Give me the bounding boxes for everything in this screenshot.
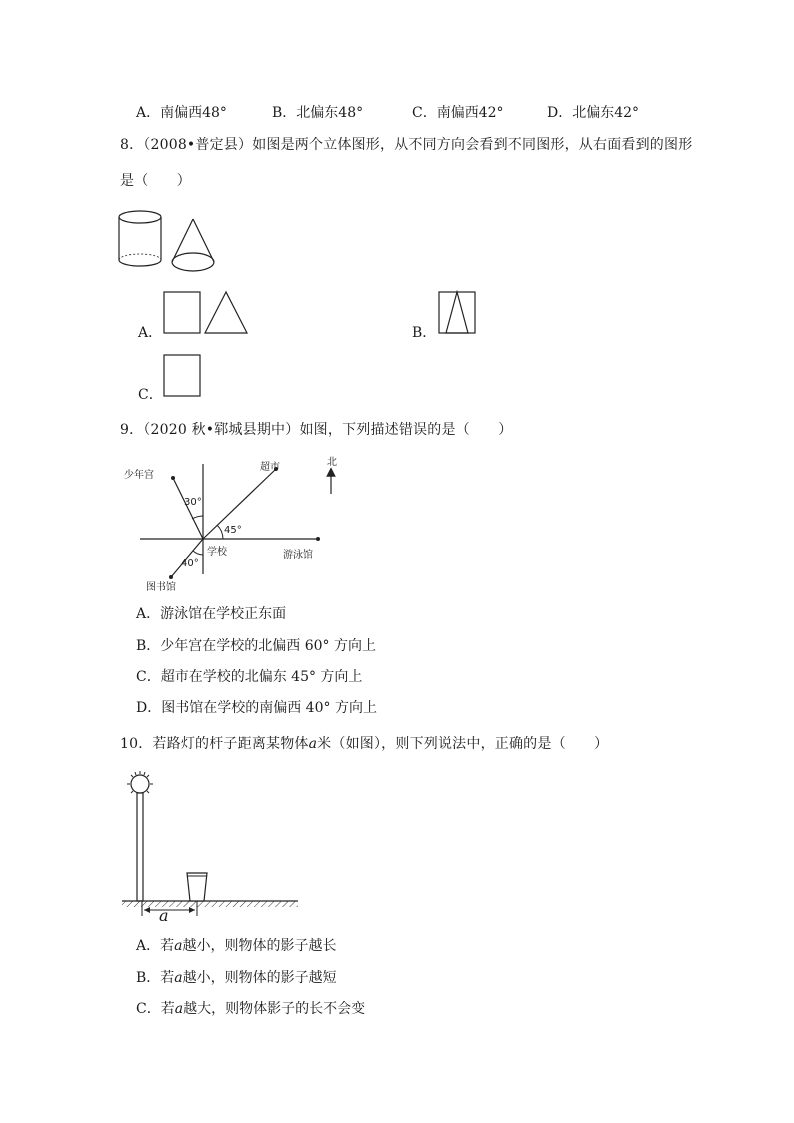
square-with-triangle-shape	[439, 292, 475, 333]
q10-option-b-var: a	[174, 970, 183, 986]
q9-option-b[interactable]: B．少年宫在学校的北偏西 60° 方向上	[136, 638, 377, 654]
q8-option-a[interactable]: A．	[138, 325, 163, 341]
q9-option-a[interactable]: A．游泳馆在学校正东面	[136, 606, 287, 622]
north-label: 北	[327, 457, 337, 468]
cylinder	[119, 211, 161, 266]
q10-option-c-prefix: C．若	[136, 1001, 175, 1017]
cone	[172, 219, 214, 271]
q10-stem	[120, 733, 608, 753]
q10-option-c-text: 越大，则物体影子的长不会变	[183, 1001, 366, 1017]
q8-option-b[interactable]: B．	[412, 325, 437, 341]
q8-option-a-figure	[163, 291, 253, 335]
q7-option-c[interactable]: C．南偏西42°	[412, 105, 504, 121]
q10-option-c[interactable]	[136, 998, 365, 1018]
q9-stem: 9．（2020 秋•郓城县期中）如图，下列描述错误的是（ ）	[120, 422, 513, 438]
supermarket-label: 超市	[260, 462, 280, 473]
distance-label: a	[159, 906, 169, 925]
cup-object	[187, 873, 207, 901]
q8-stem-line1: 8．（2008•普定县）如图是两个立体图形，从不同方向会看到不同图形，从右面看到的图形	[120, 137, 693, 153]
ground-hatch	[122, 901, 298, 907]
triangle-shape	[205, 292, 247, 333]
youth-palace-label: 少年宫	[124, 470, 154, 481]
library-label: 图书馆	[146, 582, 176, 593]
angle-45-label: 45°	[224, 525, 242, 536]
q7-option-a[interactable]: A．南偏西48°	[136, 105, 227, 121]
q10-option-c-var: a	[174, 1001, 184, 1017]
angle-30-label: 30°	[184, 497, 202, 508]
q8-option-c[interactable]: C．	[138, 387, 163, 403]
q10-option-a-prefix: A．若	[136, 938, 175, 954]
q7-option-b[interactable]: B．北偏东48°	[272, 105, 364, 121]
school-label: 学校	[207, 547, 227, 558]
angle-40-label: 40°	[181, 558, 199, 569]
q10-stem-part2: 米（如图），则下列说法中，正确的是（ ）	[317, 736, 609, 752]
q10-variable: a	[308, 736, 318, 752]
q10-stem-part1: 10．若路灯的杆子距离某物体	[120, 736, 309, 752]
q10-streetlight-figure	[118, 760, 303, 930]
square-shape	[164, 355, 200, 396]
q8-solids-figure	[118, 205, 228, 277]
lamp-pole	[137, 793, 143, 901]
q10-option-a-var: a	[174, 938, 183, 954]
q10-option-a[interactable]	[136, 935, 336, 955]
q8-stem-line2: 是（ ）	[120, 173, 191, 189]
q10-option-b-prefix: B．若	[136, 970, 175, 986]
q8-option-b-figure	[438, 291, 478, 335]
ray-youth-palace	[173, 478, 203, 539]
q7-option-d[interactable]: D．北偏东42°	[547, 105, 640, 121]
pool-label: 游泳馆	[283, 550, 313, 561]
q10-option-b[interactable]	[136, 967, 337, 987]
q8-option-c-figure	[163, 354, 203, 398]
q9-option-d[interactable]: D．图书馆在学校的南偏西 40° 方向上	[136, 700, 377, 716]
q10-option-a-text: 越小，则物体的影子越长	[182, 938, 337, 954]
q9-option-c[interactable]: C．超市在学校的北偏东 45° 方向上	[136, 669, 363, 685]
q10-option-b-text: 越小，则物体的影子越短	[182, 970, 337, 986]
lamp-icon	[127, 771, 153, 793]
square-shape	[164, 292, 200, 333]
